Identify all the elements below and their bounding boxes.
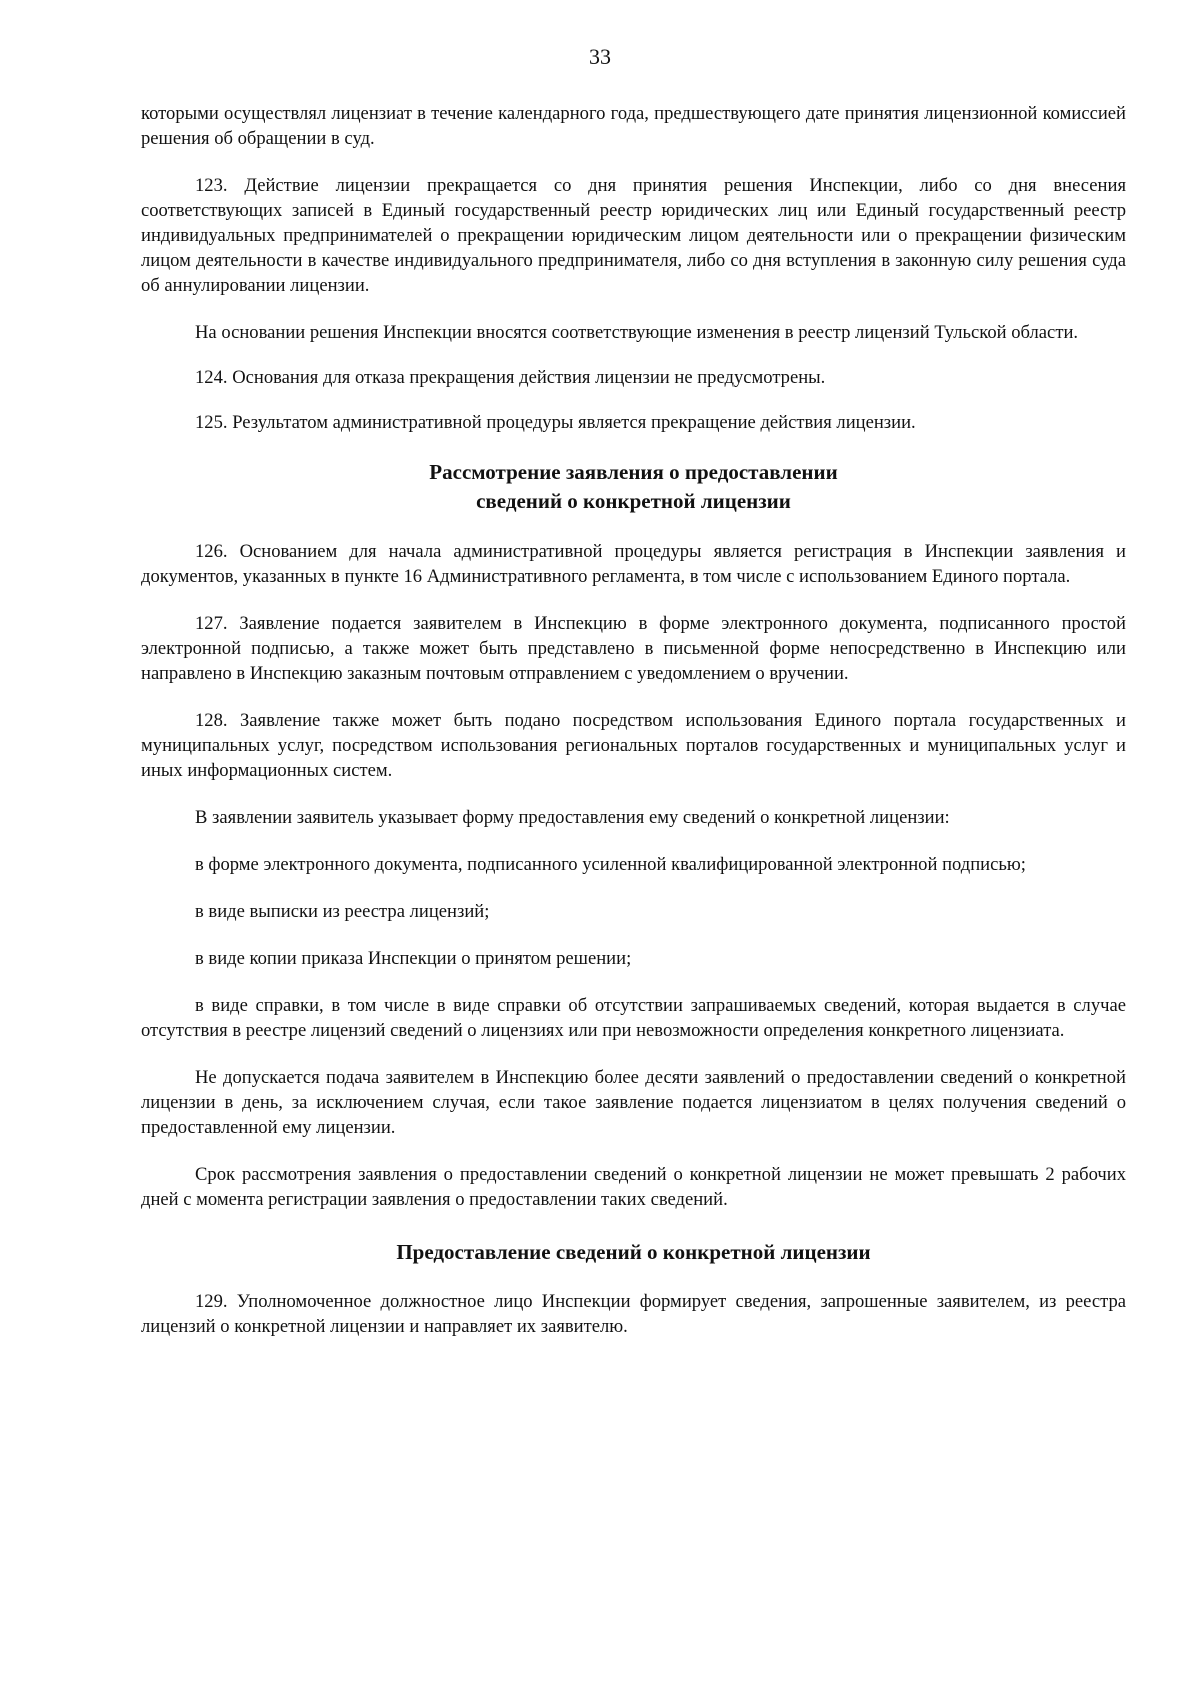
paragraph-126: 126. Основанием для начала административной процедуры является регистрация в Инспекции заявления и документов, указанных в пункте 16 Административного регламента, в том числе с использованием Единого портала. <box>141 541 1126 587</box>
list-item-electronic-document: в форме электронного документа, подписанного усиленной квалифицированной электронной подписью; <box>195 854 1026 875</box>
document-body <box>141 101 1126 1339</box>
paragraph-129: 129. Уполномоченное должностное лицо Инспекции формирует сведения, запрошенные заявителем, из реестра лицензий о конкретной лицензии и направляет их заявителю. <box>141 1291 1126 1337</box>
paragraph-123: 123. Действие лицензии прекращается со дня принятия решения Инспекции, либо со дня внесения соответствующих записей в Единый государственный реестр юридических лиц или Единый государственный реестр индивидуальных предпринимателей о прекращении юридическим лицом деятельности или о прекращении физическим лицом деятельности в качестве индивидуального предпринимателя, либо со дня вступления в законную силу решения суда об аннулировании лицензии. <box>141 175 1126 296</box>
section-heading-line: Рассмотрение заявления о предоставлении <box>429 460 838 484</box>
section-heading-provision <box>141 1238 1126 1267</box>
paragraph-registry-changes: На основании решения Инспекции вносятся соответствующие изменения в реестр лицензий Тульской области. <box>195 322 1079 343</box>
paragraph-124: 124. Основания для отказа прекращения действия лицензии не предусмотрены. <box>195 367 826 388</box>
section-heading-line: Предоставление сведений о конкретной лицензии <box>396 1240 871 1264</box>
list-item-registry-extract: в виде выписки из реестра лицензий; <box>195 901 490 922</box>
page-number: 33 <box>589 44 611 69</box>
section-heading-review <box>141 458 1126 516</box>
paragraph-form-of-provision: В заявлении заявитель указывает форму предоставления ему сведений о конкретной лицензии: <box>195 807 950 828</box>
paragraph-128: 128. Заявление также может быть подано посредством использования Единого портала государственных и муниципальных услуг, посредством использования региональных порталов государственных и муниципальных услуг и иных информационных систем. <box>141 710 1126 781</box>
paragraph-127: 127. Заявление подается заявителем в Инспекцию в форме электронного документа, подписанного простой электронной подписью, а также может быть представлено в письменной форме непосредственно в Инспекцию или направлено в Инспекцию заказным почтовым отправлением с уведомлением о вручении. <box>141 613 1126 684</box>
section-heading-line: сведений о конкретной лицензии <box>476 489 791 513</box>
paragraph-continuation: которыми осуществлял лицензиат в течение календарного года, предшествующего дате принятия лицензионной комиссией решения об обращении в суд. <box>141 103 1126 149</box>
paragraph-submission-limit: Не допускается подача заявителем в Инспекцию более десяти заявлений о предоставлении сведений о конкретной лицензии в день, за исключением случая, если такое заявление подается лицензиатом в целях получения сведений о предоставленной ему лицензии. <box>141 1067 1126 1138</box>
paragraph-125: 125. Результатом административной процедуры является прекращение действия лицензии. <box>195 412 916 433</box>
paragraph-review-period: Срок рассмотрения заявления о предоставлении сведений о конкретной лицензии не может превышать 2 рабочих дней с момента регистрации заявления о предоставлении таких сведений. <box>141 1164 1126 1210</box>
list-item-order-copy: в виде копии приказа Инспекции о принятом решении; <box>195 948 632 969</box>
list-item-certificate: в виде справки, в том числе в виде справки об отсутствии запрашиваемых сведений, которая выдается в случае отсутствия в реестре лицензий сведений о лицензиях или при невозможности определения конкретного лицензиата. <box>141 995 1126 1041</box>
